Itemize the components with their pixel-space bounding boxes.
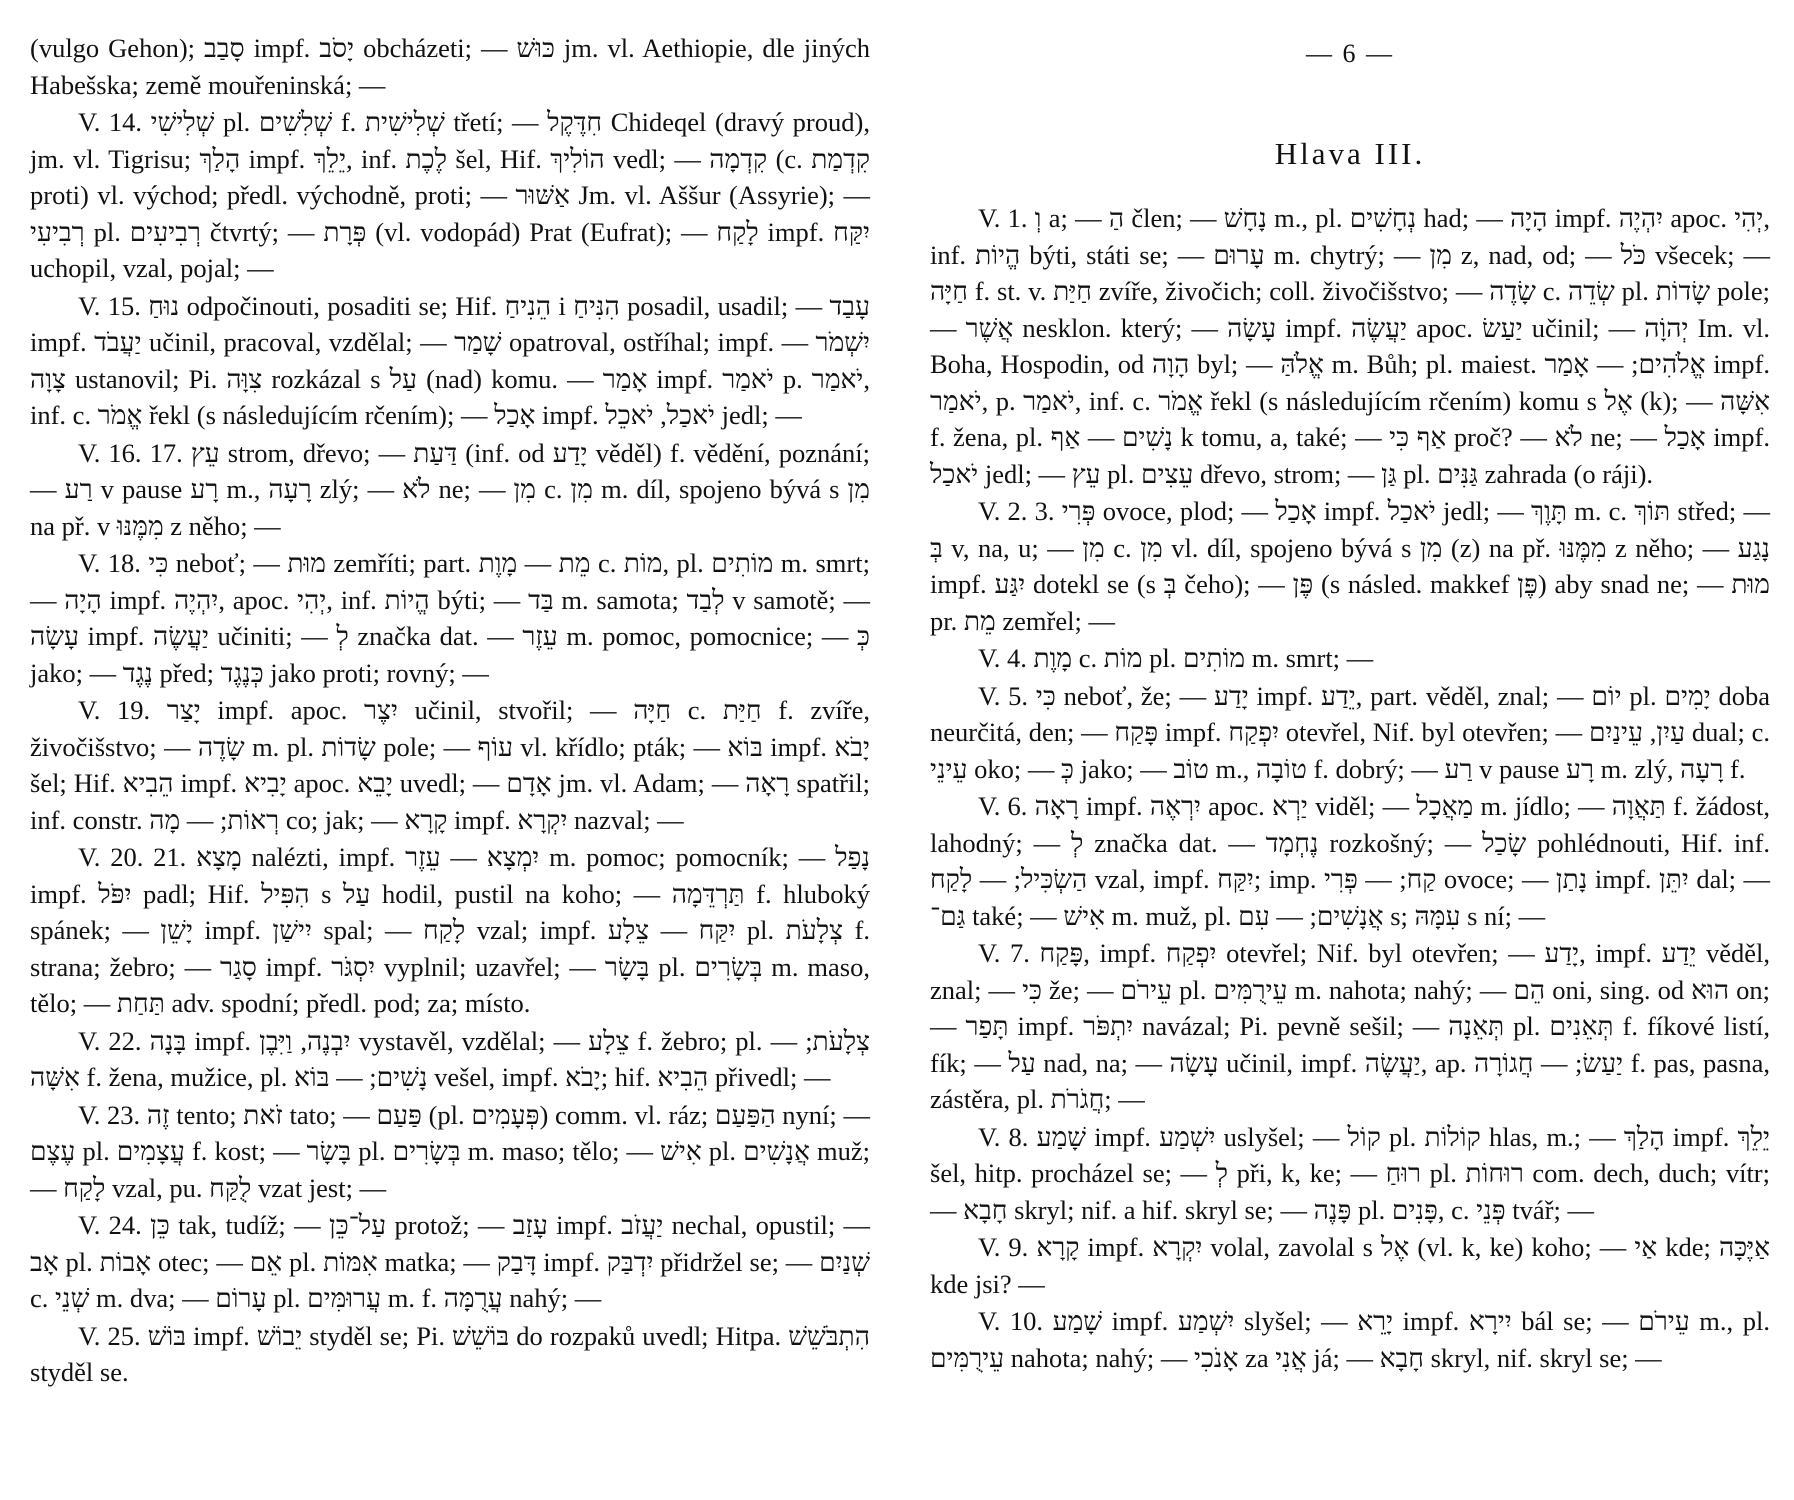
right-paragraph: V. 9. קָרָא impf. יִקְרָא volal, zavolal s אֶל (vl. k, ke) koho; — אַי kde; אַיֶּכָּה kde jsi? — — [930, 1232, 1771, 1299]
left-paragraph: V. 20. 21. מָצָא nalézti, impf. יִמְצָא — עֵזֶר m. pomoc; pomocník; — נָפַל impf. יִפֹּל padl; Hif. הִפִּיל s עַל hodil, pustil na koho; — תַּרְדֵּמָה f. hluboký spánek; — יָשֵׁן impf. יִישַׁן spal; — לָקַח vzal; impf. יִקַּח — צֵלָע pl. צְלָעֹת f. strana; žebro; — סָגַר impf. יִסְגֹּר vyplnil; uzavřel; — בָּשָׂר pl. בְּשָׂרִים m. maso, tělo; — תַּחַת adv. spodní; předl. pod; za; místo. — [30, 842, 870, 1018]
left-paragraph: V. 25. בּוֹשׁ impf. יֵבוֹשׁ styděl se; Pi. בּוֹשֵׁשׁ do rozpaků uvedl; Hitpa. הִתְבֹּשֵׁשׁ styděl se. — [30, 1320, 870, 1387]
right-paragraph: V. 5. כִּי neboť, že; — יָדַע impf. יֵדַע, part. věděl, znal; — יוֹם pl. יָמִים doba neurčitá, den; — פָּקַח impf. יִפְקַח otevřel, Nif. byl otevřen; — עַיִן, עֵינַיִם dual; c. עֵינֵי oko; — כְּ jako; — טוֹב m., טוֹבָה f. dobrý; — רַע v pause רָע m. zlý, רָעָה f. — [930, 680, 1770, 784]
right-paragraph: V. 7. פָּקַח, impf. יִפְקַח otevřel; Nif. byl otevřen; — יָדַע, impf. יֵדַע věděl, znal; — כִּי že; — עֵירֹם pl. עֵירֻמִּים m. nahota; nahý; — הֵם oni, sing. od הוּא on; — תָּפַר impf. יִתְפֹּר navázal; Pi. pevně sešil; — תְּאֵנָה pl. תְּאֵנִים f. fíkové listí, fík; — עַל nad, na; — עָשָׂה učinil, impf. יַעֲשֶׂה, ap. יַעַשׂ; — חֲגוֹרָה f. pas, pasna, zástěra, pl. חֲגֹרֹת; — — [930, 938, 1771, 1114]
right-page — [930, 30, 1770, 1377]
right-paragraph: V. 10. שָׁמַע impf. יִשְׁמַע slyšel; — יָרֵא impf. יִירָא bál se; — עֵירֹם m., pl. עֵירֻמִּים nahota; nahý; — אָנֹכִי za אֲנִי já; — חָבָא skryl, nif. skryl se; — — [930, 1306, 1770, 1373]
left-paragraph: V. 22. בָּנָה impf. יִבְנֶה, וַיִּבֶן vystavěl, vzdělal; — צֵלָע f. žebro; pl. צְלָעֹת; — אִשָּׁה f. žena, mužice, pl. נָשִׁים; — בּוֹא vešel, impf. יָבֹא; hif. הֵבִיא přivedl; — — [30, 1025, 870, 1092]
right-paragraph: V. 1. וְ a; — הַ člen; — נָחָשׁ m., pl. נְחָשִׁים had; — הָיָה impf. יִהְיֶה apoc. יְהִי, inf. הֱיוֹת býti, státi se; — עָרוּם m. chytrý; — מִן z, nad, od; — כֹּל všecek; — חַיָּה f. st. v. חַיַּת zvíře, živočich; coll. živočišstvo; — שָׂדֶה c. שְׂדֵה pl. שָׂדוֹת pole; — אֲשֶׁר nesklon. který; — עָשָׂה impf. יַעֲשֶׂה apoc. יַעַשׂ učinil; — יְהוָֹה Im. vl. Boha, Hospodin, od הָוָה byl; — אֱלֹהַּ m. Bůh; pl. maiest. אֱלֹהִים; — אָמַר impf. יֹאמַר, p. יֹאמַר, inf. c. אֱמֹר řekl (s následujícím rčením) komu s אֶל (k); — אִשָּׁה f. žena, pl. נָשִׁים — אַף k tomu, a, také; — אַף כִּי proč? — לֹא ne; — אָכַל impf. יֹאכַל jedl; — עֵץ pl. עֵצִים dřevo, strom; — גַּן pl. גַּנִּים zahrada (o ráji). — [930, 203, 1771, 489]
left-paragraph: V. 19. יָצַר impf. apoc. יִצֶר učinil, stvořil; — חַיָּה c. חַיַּת f. zvíře, živočišstvo; — שָׂדֶה m. pl. שָׂדוֹת pole; — עוֹף vl. křídlo; pták; — בּוֹא impf. יָבֹא šel; Hif. הֵבִיא impf. יָבִיא apoc. יָבֵא uvedl; — אָדָם jm. vl. Adam; — רָאָה spatřil; inf. constr. רְאוֹת; — מָה co; jak; — קָרָא impf. יִקְרָא nazval; — — [30, 695, 870, 835]
left-paragraph: V. 16. 17. עֵץ strom, dřevo; — דַּעַת (inf. od יָדַע věděl) f. vědění, poznání; — רַע v pause רָע m., רָעָה zlý; — לֹא ne; — מִן c. מִן m. díl, spojeno bývá s מִן na př. v מִמֶּנּוּ z něho; — — [30, 437, 871, 541]
left-paragraph: V. 15. נוּחַ odpočinouti, posaditi se; Hif. הֵנִיחַ i הִנִּיחַ posadil, usadil; — עָבַד impf. יַעֲבֹד učinil, pracoval, vzdělal; — שָׁמַר opatroval, ostříhal; impf. יִשְׁמֹר — צָוָה ustanovil; Pi. צִוָּה rozkázal s עַל (nad) komu. — אָמַר impf. יֹאמַר p. יֹאמַר, inf. c. אֱמֹר řekl (s následujícím rčením); — אָכַל impf. יֹאכַל, יֹאכֵל jedl; — — [30, 290, 871, 430]
right-paragraph: V. 8. שָׁמַע impf. יִשְׁמַע uslyšel; — קוֹל pl. קוֹלוֹת hlas, m.; — הָלַךְ impf. יֵלֵךְ šel, hitp. procházel se; — לְ při, k, ke; — רוּחַ pl. רוּחוֹת com. dech, duch; vítr; — חָבָא skryl; nif. a hif. skryl se; — פָּנֶה pl. פָּנִים, c. פְּנֵי tvář; — — [930, 1121, 1770, 1225]
left-paragraph: V. 23. זֶה tento; זֹאת tato; — פַּעַם (pl. פְּעָמִים) comm. vl. ráz; הַפַּעַם nyní; — עֶצֶם pl. עֲצָמִים f. kost; — בָּשָׂר pl. בְּשָׂרִים m. maso; tělo; — אִישׁ pl. אֲנָשִׁים muž; — לָקַח vzal, pu. לֻקַּח vzat jest; — — [30, 1099, 870, 1203]
left-page — [30, 30, 870, 1392]
left-paragraph: (vulgo Gehon); סָבַב impf. יָסֹב obcházeti; — כּוּשׁ jm. vl. Aethiopie, dle jiných Habešska; země mouřeninská; — — [30, 33, 870, 100]
left-paragraph: V. 24. כֵּן tak, tudíž; — עַל־כֵּן protož; — עָזַב impf. יַעֲזֹב nechal, opustil; — אָב pl. אָבוֹת otec; — אֵם pl. אִמּוֹת matka; — דָּבַק impf. יִדְבַּק přidržel se; — שְׁנַיִם c. שְׁנֵי m. dva; — עָרוֹם pl. עֲרוּמִּים m. f. עֲרֻמָּה nahý; — — [30, 1210, 871, 1313]
right-paragraph: V. 6. רָאָה impf. יִרְאֶה apoc. יַרְא viděl; — מַאֲכָל m. jídlo; — תַּאֲוָה f. žádost, lahodný; — לְ značka dat. — נֶחְמָד rozkošný; — שָׂכַל pohlédnouti, Hif. inf. הַשְׂכִּיל; — לָקַח vzal, impf. יִקַּח; imp. קַח; — פְּרִי ovoce; — נָתַן impf. יִתֵּן dal; — גַּם־ také; — אִישׁ m. muž, pl. אֲנָשִׁים; — עִם s; עִמָּהּ s ní; — — [930, 791, 1770, 931]
right-paragraph: V. 2. 3. פְּרִי ovoce, plod; — אָכַל impf. יֹאכַל jedl; — תָּוֶךְ m. c. תּוֹךְ střed; — בְּ v, na, u; — מִן c. מִן vl. díl, spojeno bývá s מִן (z) na př. מִמֶּנּוּ z něho; — נָגַע impf. יִגַּע dotekl se (s בְּ čeho); — פֶּן (s násled. makkef פֶּן) aby snad ne; — מוּת pr. מֵת zemřel; — — [930, 496, 1771, 636]
chapter-title: Hlava III. — [1274, 136, 1426, 171]
left-paragraph: V. 14. שְׁלִישִׁי pl. שְׁלִשִׁים f. שְׁלִישִׁית třetí; — חִדֶּקֶל Chideqel (dravý proud), jm. vl. Tigrisu; הָלַךְ impf. יֵלֵךְ, inf. לֶכֶת šel, Hif. הוֹלִיךְ vedl; — קִדְמָה (c. קִדְמַת proti) vl. východ; předl. východně, proti; — אַשּׁוּר Jm. vl. Aššur (Assyrie); — רְבִיעִי pl. רְבִיעִים čtvrtý; — פְּרָת (vl. vodopád) Prat (Eufrat); — לָקַח impf. יִקַּח uchopil, vzal, pojal; — — [30, 107, 871, 283]
right-paragraph: V. 4. מָוֶת c. מוֹת pl. מוֹתִים m. smrt; — — [978, 643, 1374, 673]
page-number: — 6 — — [1306, 39, 1394, 68]
left-paragraph: V. 18. כִּי neboť; — מוּת zemříti; part. מֵת — מָוֶת c. מוֹת, pl. מוֹתִים m. smrt; — הָיָה impf. יִהְיֶה, apoc. יְהִי, inf. הֱיוֹת býti; — בַּד m. samota; לְבַד v samotě; — עָשָׂה impf. יַעֲשֶׂה učiniti; — לְ značka dat. — עֵזֶר m. pomoc, pomocnice; — כְּ jako; — נֶגֶד před; כְּנֶגֶד jako proti; rovný; — — [30, 548, 871, 688]
